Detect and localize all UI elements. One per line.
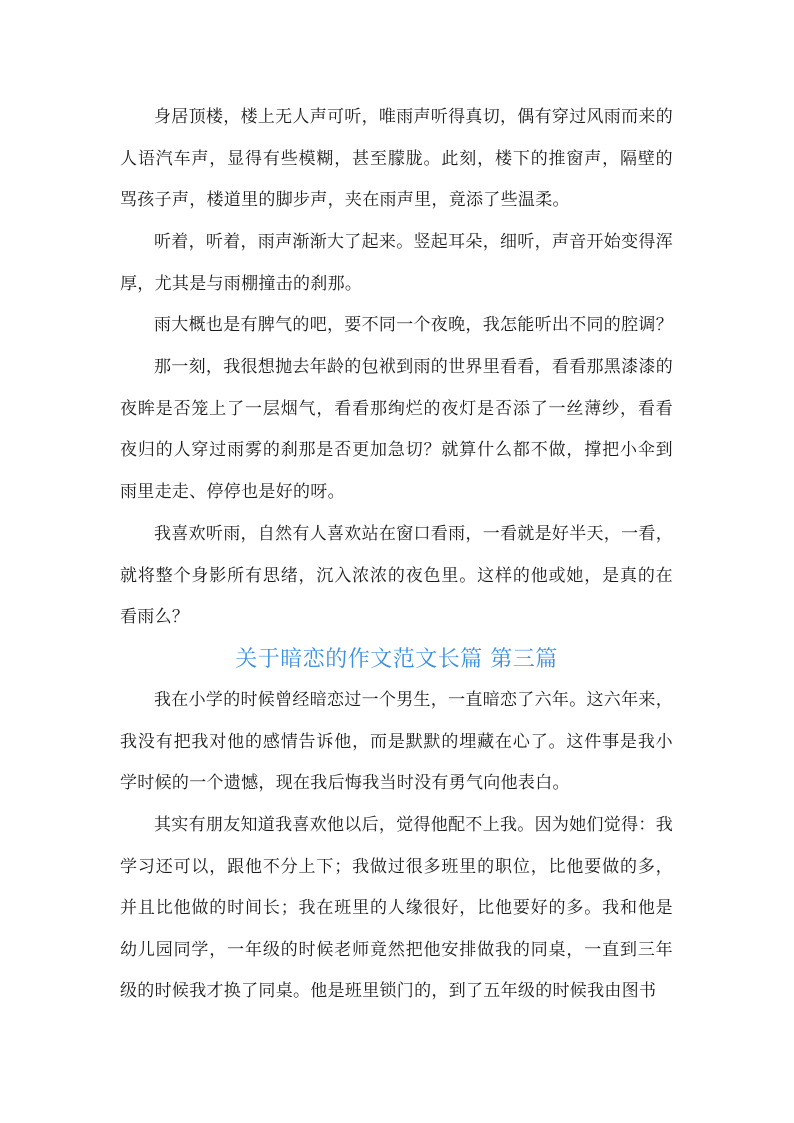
- paragraph-listening-rain-5: 我喜欢听雨，自然有人喜欢站在窗口看雨，一看就是好半天，一看，就将整个身影所有思绪，沉入浓浓的夜色里。这样的他或她，是真的在看雨么？: [120, 524, 673, 627]
- paragraph-listening-rain-1: 身居顶楼，楼上无人声可听，唯雨声听得真切，偶有穿过风雨而来的人语汽车声，显得有些模糊，甚至朦胧。此刻，楼下的推窗声，隔壁的骂孩子声，楼道里的脚步声，夹在雨声里，竟添了些温柔。: [120, 107, 673, 210]
- paragraph-crush-2: 其实有朋友知道我喜欢他以后，觉得他配不上我。因为她们觉得：我学习还可以，跟他不分上下；我做过很多班里的职位，比他要做的多，并且比他做的时间长；我在班里的人缘很好，比他要好的多。我和他是幼儿园同学，一年级的时候老师竟然把他安排做我的同桌，一直到三年级的时候我才换了同桌。他是班里锁门的，到了五年级的时候我由图书: [120, 815, 673, 1001]
- paragraph-listening-rain-2: 听着，听着，雨声渐渐大了起来。竖起耳朵，细听，声音开始变得浑厚，尤其是与雨棚撞击的刹那。: [120, 232, 673, 294]
- paragraph-listening-rain-4: 那一刻，我很想抛去年龄的包袱到雨的世界里看看，看看那黑漆漆的夜眸是否笼上了一层烟气，看看那绚烂的夜灯是否添了一丝薄纱，看看夜归的人穿过雨雾的刹那是否更加急切？就算什么都不做，撑把小伞到雨里走走、停停也是好的呀。: [120, 357, 673, 502]
- paragraph-crush-1: 我在小学的时候曾经暗恋过一个男生，一直暗恋了六年。这六年来，我没有把我对他的感情告诉他，而是默默的埋藏在心了。这件事是我小学时候的一个遗憾，现在我后悔我当时没有勇气向他表白。: [120, 690, 673, 793]
- section-heading: 关于暗恋的作文范文长篇 第三篇: [235, 647, 558, 672]
- paragraph-listening-rain-3: 雨大概也是有脾气的吧，要不同一个夜晚，我怎能听出不同的腔调？: [154, 315, 673, 335]
